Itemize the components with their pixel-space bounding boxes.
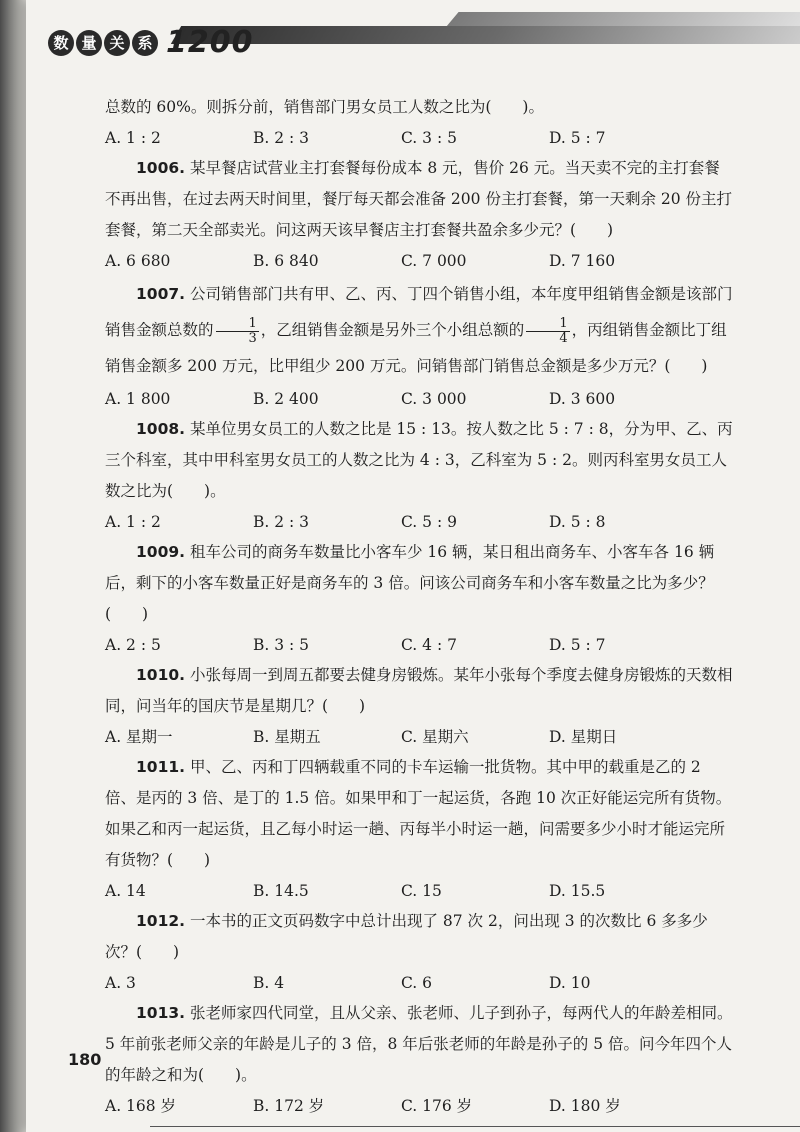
question-text: ，乙组销售金额是另外三个小组总额的	[260, 321, 525, 339]
question-number: 1013.	[136, 1004, 186, 1022]
option: B. 2 : 3	[253, 129, 310, 147]
question-text: 小张每周一到周五都要去健身房锻炼。某年小张每个季度去健身房锻炼的天数相同，问当年的国庆节是星期几？( )	[105, 666, 733, 715]
question-number: 1007.	[136, 285, 186, 303]
question	[105, 906, 735, 968]
option-row	[105, 384, 735, 414]
fraction-numerator: 1	[216, 317, 259, 332]
option: C. 7 000	[401, 252, 467, 270]
fraction	[216, 317, 259, 346]
option-row	[105, 246, 735, 276]
question-number: 1008.	[136, 420, 186, 438]
series-title	[48, 25, 254, 60]
question	[105, 752, 735, 876]
option: D. 星期日	[549, 728, 618, 746]
fraction-denominator: 3	[248, 330, 257, 346]
option: C. 星期六	[401, 728, 469, 746]
question-text: ，丙组销售金额比丁组销售金额多 200 万元，比甲组少 200 万元。问销售部门销售总金额是多少万元？( )	[105, 321, 727, 375]
option: B. 星期五	[253, 728, 321, 746]
option: A. 1 : 2	[105, 129, 161, 147]
option: C. 176 岁	[401, 1097, 473, 1115]
question	[105, 276, 735, 384]
question	[105, 660, 735, 722]
option-row	[105, 722, 735, 752]
option-row	[105, 630, 735, 660]
series-char: 系	[132, 30, 158, 56]
option-row	[105, 876, 735, 906]
page-number: 180	[68, 1050, 102, 1069]
question	[105, 998, 735, 1091]
option: C. 5 : 9	[401, 513, 457, 531]
question-content	[105, 92, 735, 1121]
option: D. 5 : 8	[549, 513, 606, 531]
option-row	[105, 968, 735, 998]
question-number: 1010.	[136, 666, 186, 684]
option: D. 180 岁	[549, 1097, 621, 1115]
question-number: 1011.	[136, 758, 186, 776]
page-header	[26, 12, 800, 60]
option: C. 15	[401, 882, 442, 900]
question-text: 张老师家四代同堂，且从父亲、张老师、儿子到孙子，每两代人的年龄差相同。5 年前张老师父亲的年龄是儿子的 3 倍，8 年后张老师的年龄是孙子的 5 倍。问今年四个人的年龄之和为( )。	[105, 1004, 733, 1084]
option: B. 4	[253, 974, 285, 992]
question-number: 1012.	[136, 912, 186, 930]
option: A. 1 : 2	[105, 513, 161, 531]
question	[105, 414, 735, 507]
option: A. 168 岁	[105, 1097, 177, 1115]
question-text: 公司销售部门共有甲、乙、丙、丁四个销售小组，本年度甲组销售金额是该部门销售金额总数的	[105, 285, 733, 339]
option: C. 3 000	[401, 390, 467, 408]
option: B. 3 : 5	[253, 636, 310, 654]
option: B. 6 840	[253, 252, 319, 270]
option-row	[105, 1091, 735, 1121]
fraction	[526, 317, 569, 346]
option: A. 2 : 5	[105, 636, 161, 654]
option: D. 5 : 7	[549, 129, 606, 147]
series-char: 关	[104, 30, 130, 56]
question-text: 租车公司的商务车数量比小客车少 16 辆，某日租出商务车、小客车各 16 辆后，剩下的小客车数量正好是商务车的 3 倍。问该公司商务车和小客车数量之比为多少？( )	[105, 543, 715, 623]
option: B. 2 400	[253, 390, 319, 408]
question-text: 某单位男女员工的人数之比是 15 : 13。按人数之比 5 : 7 : 8，分为甲、乙、丙三个科室，其中甲科室男女员工的人数之比为 4 : 3，乙科室为 5 : 2。则丙科室男女员工人数之比为( )。	[105, 420, 733, 500]
question-number: 1006.	[136, 159, 186, 177]
option: B. 2 : 3	[253, 513, 310, 531]
option: C. 6	[401, 974, 433, 992]
option: C. 4 : 7	[401, 636, 457, 654]
page-binding-shadow	[0, 0, 26, 1132]
option: D. 3 600	[549, 390, 616, 408]
option: A. 1 800	[105, 390, 171, 408]
option: D. 5 : 7	[549, 636, 606, 654]
option: B. 172 岁	[253, 1097, 325, 1115]
option: A. 星期一	[105, 728, 173, 746]
option: C. 3 : 5	[401, 129, 457, 147]
option: B. 14.5	[253, 882, 309, 900]
header-decor-band-dark	[171, 26, 800, 44]
question	[105, 537, 735, 630]
question	[105, 153, 735, 246]
series-number: 1200	[166, 25, 254, 60]
option: D. 10	[549, 974, 591, 992]
page-bottom-edge	[150, 1126, 800, 1127]
option-row	[105, 123, 735, 153]
question-text: 某早餐店试营业主打套餐每份成本 8 元，售价 26 元。当天卖不完的主打套餐不再出售，在过去两天时间里，餐厅每天都会准备 200 份主打套餐，第一天剩余 20 份主打套餐，第二天全部卖光。问这两天该早餐店主打套餐共盈余多少元？( )	[105, 159, 733, 239]
question-text: 甲、乙、丙和丁四辆载重不同的卡车运输一批货物。其中甲的载重是乙的 2 倍、是丙的 3 倍、是丁的 1.5 倍。如果甲和丁一起运货，各跑 10 次正好能运完所有货物。如果乙和丙一起运货，且乙每小时运一趟、丙每半小时运一趟，问需要多少小时才能运完所有货物？( )	[105, 758, 732, 869]
option: A. 14	[105, 882, 146, 900]
option: D. 15.5	[549, 882, 606, 900]
option-row	[105, 507, 735, 537]
question-text: 一本书的正文页码数字中总计出现了 87 次 2，问出现 3 的次数比 6 多多少次？( )	[105, 912, 708, 961]
continued-question-text: 总数的 60%。则拆分前，销售部门男女员工人数之比为( )。	[105, 98, 544, 116]
question-number: 1009.	[136, 543, 186, 561]
option: A. 3	[105, 974, 136, 992]
series-char: 量	[76, 30, 102, 56]
fraction-numerator: 1	[526, 317, 569, 332]
option: D. 7 160	[549, 252, 616, 270]
fraction-denominator: 4	[559, 330, 568, 346]
option: A. 6 680	[105, 252, 171, 270]
series-char: 数	[48, 30, 74, 56]
